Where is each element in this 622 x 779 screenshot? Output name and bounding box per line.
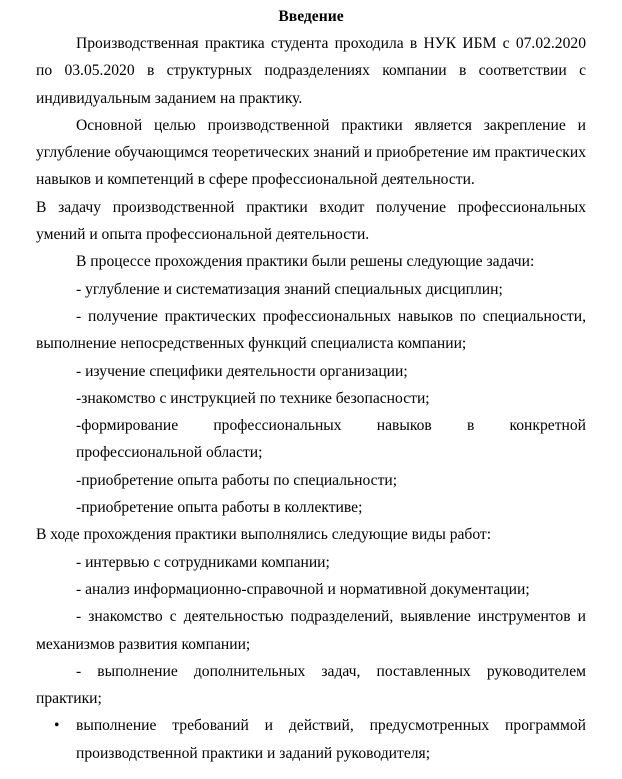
task-item: -формирование профессиональных навыков в конкретной профессиональной области; bbox=[76, 417, 586, 462]
paragraph-task: В задачу производственной практики входит получение профессиональных умений и опыта профессиональной деятельности. bbox=[36, 198, 586, 244]
task-item: -знакомство с инструкцией по технике безопасности; bbox=[76, 389, 430, 407]
task-item: - получение практических профессиональных навыков по специальности, выполнение непосредственных функций специалиста компании; bbox=[36, 307, 586, 353]
work-item: - знакомство с деятельностью подразделений, выявление инструментов и механизмов развития компании; bbox=[36, 608, 586, 653]
task-item: - изучение специфики деятельности организации; bbox=[76, 362, 408, 380]
task-item: -приобретение опыта работы по специальности; bbox=[76, 471, 398, 489]
work-item: - выполнение дополнительных задач, поставленных руководителем практики; bbox=[36, 662, 586, 708]
paragraph-tasks-intro: В процессе прохождения практики были решены следующие задачи: bbox=[76, 253, 535, 271]
bullet-marker: • bbox=[54, 717, 60, 735]
task-item: - углубление и систематизация знаний специальных дисциплин; bbox=[76, 280, 503, 298]
document-page bbox=[36, 0, 586, 767]
section-title: Введение bbox=[278, 8, 344, 25]
bullet-item-text: выполнение требований и действий, предусмотренных программой производственной практики и заданий руководителя; bbox=[76, 717, 586, 762]
task-item: -приобретение опыта работы в коллективе; bbox=[76, 499, 363, 517]
work-item: - анализ информационно-справочной и нормативной документации; bbox=[76, 580, 530, 598]
work-item: - интервью с сотрудниками компании; bbox=[76, 553, 330, 571]
bullet-list-item bbox=[54, 712, 586, 767]
paragraph-period: Производственная практика студента проходила в НУК ИБМ с 07.02.2020 по 03.05.2020 в структурных подразделениях компании в соответствии с индивидуальным заданием на практику. bbox=[36, 35, 586, 107]
paragraph-goal: Основной целью производственной практики является закрепление и углубление обучающимся теоретических знаний и приобретение им практических навыков и компетенций в сфере профессиональной деятельности. bbox=[36, 116, 586, 189]
paragraph-works-intro: В ходе прохождения практики выполнялись следующие виды работ: bbox=[36, 526, 492, 544]
